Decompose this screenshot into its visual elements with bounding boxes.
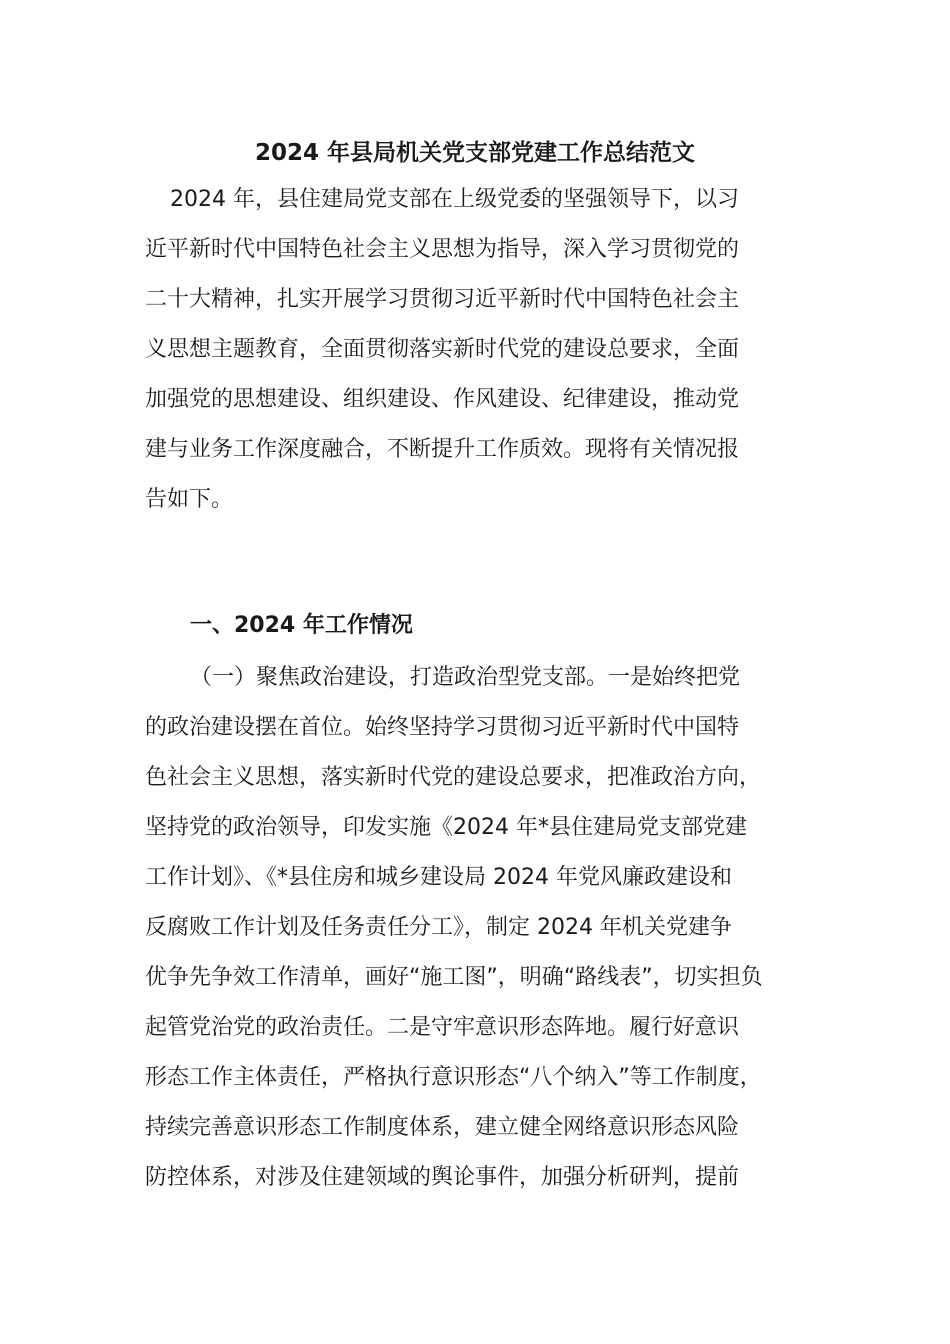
section-line: 色社会主义思想，落实新时代党的建设总要求，把准政治方向， [145, 765, 762, 790]
intro-line: 二十大精神，扎实开展学习贯彻习近平新时代中国特色社会主 [145, 287, 740, 312]
section-line: 反腐败工作计划及任务责任分工》，制定 2024 年机关党建争 [145, 915, 732, 940]
section-line: 形态工作主体责任，严格执行意识形态“八个纳入”等工作制度， [145, 1065, 762, 1090]
section-line: 的政治建设摆在首位。始终坚持学习贯彻习近平新时代中国特 [145, 715, 740, 740]
intro-line: 建与业务工作深度融合，不断提升工作质效。现将有关情况报 [145, 437, 740, 462]
section-line: 持续完善意识形态工作制度体系，建立健全网络意识形态风险 [145, 1115, 740, 1140]
intro-line: 告如下。 [145, 487, 234, 512]
section-line: 优争先争效工作清单，画好“施工图”，明确“路线表”，切实担负 [145, 965, 763, 990]
section-line: 工作计划》、《*县住房和城乡建设局 2024 年党风廉政建设和 [145, 865, 732, 890]
document-title: 2024 年县局机关党支部党建工作总结范文 [254, 140, 696, 166]
intro-line: 加强党的思想建设、组织建设、作风建设、纪律建设，推动党 [145, 387, 740, 412]
section-line: 防控体系，对涉及住建领域的舆论事件，加强分析研判，提前 [145, 1165, 740, 1190]
section-line: （一）聚焦政治建设，打造政治型党支部。一是始终把党 [190, 665, 741, 690]
section-heading: 一、2024 年工作情况 [190, 613, 413, 638]
section-line: 坚持党的政治领导，印发实施《2024 年*县住建局党支部党建 [145, 815, 747, 840]
intro-line: 近平新时代中国特色社会主义思想为指导，深入学习贯彻党的 [145, 237, 740, 262]
intro-line: 义思想主题教育，全面贯彻落实新时代党的建设总要求，全面 [145, 337, 740, 362]
section-line: 起管党治党的政治责任。二是守牢意识形态阵地。履行好意识 [145, 1015, 740, 1040]
intro-line: 2024 年，县住建局党支部在上级党委的坚强领导下，以习 [170, 187, 739, 212]
